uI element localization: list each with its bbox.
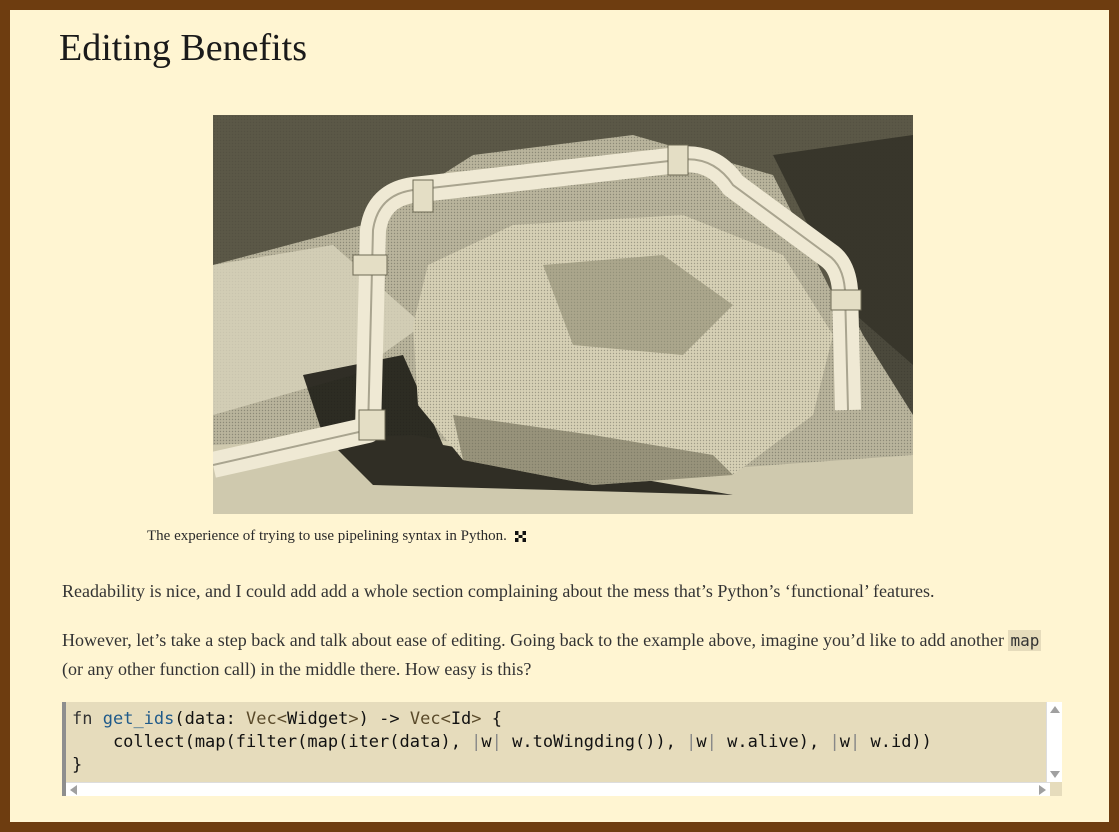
code-line2-a: collect(map(filter(map(iter(data), — [72, 732, 472, 752]
scroll-up-icon[interactable] — [1050, 706, 1060, 713]
pipe-rock-image — [213, 115, 913, 514]
code-pipe: | — [491, 732, 502, 752]
code-var: w — [696, 732, 707, 752]
code-function-name: get_ids — [102, 709, 175, 729]
code-type-close: > — [348, 709, 359, 729]
code-line2-c: w.alive), — [716, 732, 830, 752]
code-line2-d: w.id)) — [860, 732, 932, 752]
code-arrow: ) -> — [358, 709, 410, 729]
scroll-left-icon[interactable] — [70, 785, 77, 795]
code-type-vec: Vec< — [246, 709, 287, 729]
page — [10, 10, 1109, 822]
code-block[interactable] — [62, 702, 1062, 796]
paragraph-editing-text-1: However, let’s take a step back and talk about ease of editing. Going back to the example above, imagine you’d like to add another — [62, 630, 1009, 650]
code-content — [66, 702, 1062, 777]
code-var: w — [839, 732, 850, 752]
code-pipe: | — [706, 732, 717, 752]
scroll-down-icon[interactable] — [1050, 771, 1060, 778]
code-return-close: > — [471, 709, 482, 729]
code-pipe: | — [686, 732, 697, 752]
scroll-right-icon[interactable] — [1039, 785, 1046, 795]
code-return-id: Id — [450, 709, 472, 729]
code-pipe: | — [850, 732, 861, 752]
code-var: w — [481, 732, 492, 752]
code-pipe: | — [471, 732, 482, 752]
code-type-widget: Widget — [287, 709, 349, 729]
code-brace-open: { — [481, 709, 503, 729]
qr-code-icon[interactable] — [515, 531, 526, 542]
paragraph-editing — [62, 626, 1052, 683]
code-brace-close: } — [72, 755, 83, 775]
vertical-scrollbar[interactable] — [1046, 702, 1062, 782]
paragraph-editing-text-2: (or any other function call) in the middle there. How easy is this? — [62, 659, 532, 679]
code-line2-b: w.toWingding()), — [501, 732, 687, 752]
caption-text: The experience of trying to use pipelining syntax in Python. — [147, 528, 507, 544]
inline-code-map: map — [1010, 631, 1040, 650]
paragraph-readability: Readability is nice, and I could add add a whole section complaining about the mess that’s Python’s ‘functional’ features. — [62, 581, 935, 601]
code-pipe: | — [829, 732, 840, 752]
code-return-vec: Vec< — [409, 709, 451, 729]
horizontal-scrollbar[interactable] — [66, 782, 1050, 796]
figure-caption — [147, 528, 526, 545]
pipe-rock-illustration — [213, 115, 913, 514]
page-title: Editing Benefits — [59, 27, 308, 69]
code-keyword-fn: fn — [72, 709, 93, 729]
code-params-open: (data: — [174, 709, 247, 729]
